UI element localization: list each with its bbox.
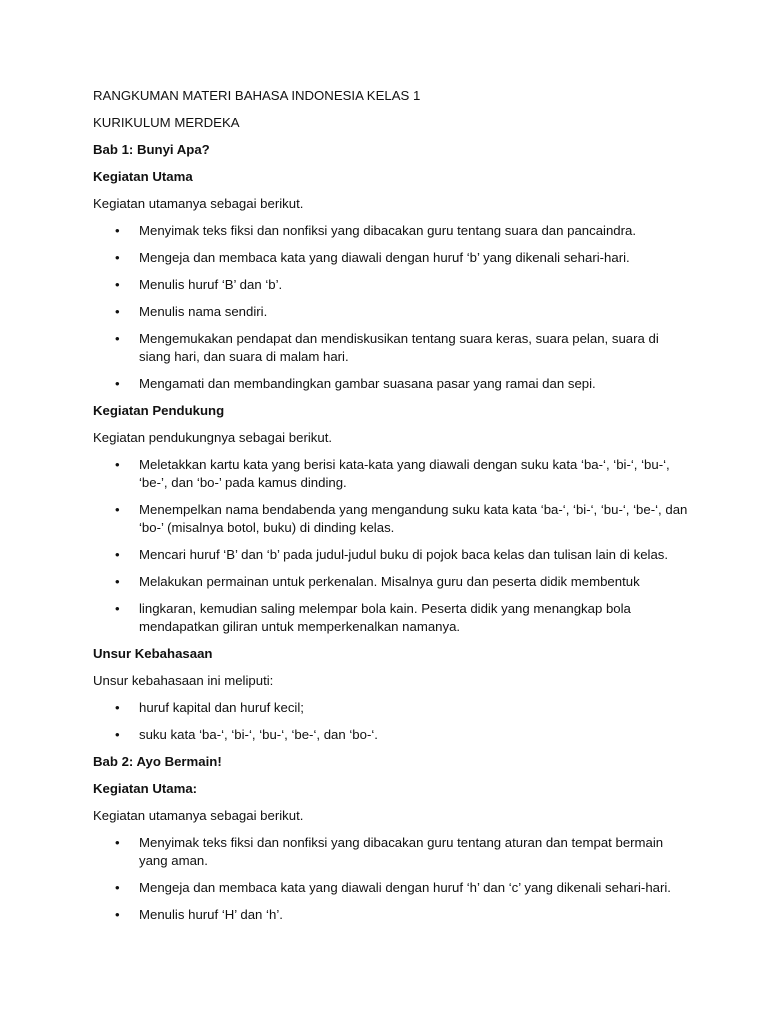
list-item <box>93 699 693 717</box>
bullet-list-unsur-kebahasaan <box>93 699 693 744</box>
section-heading-unsur-kebahasaan: Unsur Kebahasaan <box>93 646 213 661</box>
bullet-icon: • <box>115 304 120 319</box>
bullet-icon: • <box>115 835 120 850</box>
chapter-2-heading: Bab 2: Ayo Bermain! <box>93 754 222 769</box>
bullet-list-kegiatan-utama <box>93 222 693 393</box>
document-body <box>93 87 693 933</box>
list-item <box>93 456 693 492</box>
bullet-icon: • <box>115 907 120 922</box>
list-item-text: Menempelkan nama bendabenda yang mengandung suku kata kata ‘ba-‘, ‘bi-‘, ‘bu-‘, ‘be-‘, dan ‘bo-’ (misalnya botol, buku) di dinding kelas. <box>139 502 688 535</box>
bullet-icon: • <box>115 250 120 265</box>
bullet-icon: • <box>115 547 120 562</box>
bullet-icon: • <box>115 601 120 616</box>
list-item-text: Menulis huruf ‘B’ dan ‘b’. <box>139 277 283 292</box>
section-intro: Kegiatan utamanya sebagai berikut. <box>93 808 304 823</box>
bullet-list-kegiatan-utama-2 <box>93 834 693 924</box>
list-item-text: Mengamati dan membandingkan gambar suasana pasar yang ramai dan sepi. <box>139 376 596 391</box>
list-item-text: Mencari huruf ‘B’ dan ‘b’ pada judul-judul buku di pojok baca kelas dan tulisan lain di kelas. <box>139 547 669 562</box>
list-item <box>93 303 693 321</box>
document-subtitle: KURIKULUM MERDEKA <box>93 115 240 130</box>
list-item-text: huruf kapital dan huruf kecil; <box>139 700 304 715</box>
list-item <box>93 330 693 366</box>
list-item-text: Mengemukakan pendapat dan mendiskusikan tentang suara keras, suara pelan, suara di siang hari, dan suara di malam hari. <box>139 331 659 364</box>
bullet-list-kegiatan-pendukung <box>93 456 693 636</box>
list-item <box>93 879 693 897</box>
bullet-icon: • <box>115 277 120 292</box>
list-item <box>93 600 693 636</box>
section-heading-kegiatan-utama: Kegiatan Utama <box>93 169 193 184</box>
list-item-text: lingkaran, kemudian saling melempar bola kain. Peserta didik yang menangkap bola mendapatkan giliran untuk memperkenalkan namanya. <box>139 601 631 634</box>
list-item-text: Menyimak teks fiksi dan nonfiksi yang dibacakan guru tentang suara dan pancaindra. <box>139 223 637 238</box>
list-item-text: Menulis nama sendiri. <box>139 304 268 319</box>
bullet-icon: • <box>115 457 120 472</box>
list-item <box>93 501 693 537</box>
bullet-icon: • <box>115 223 120 238</box>
section-intro: Unsur kebahasaan ini meliputi: <box>93 673 274 688</box>
list-item <box>93 249 693 267</box>
list-item <box>93 834 693 870</box>
section-intro: Kegiatan pendukungnya sebagai berikut. <box>93 430 333 445</box>
list-item <box>93 222 693 240</box>
list-item-text: Melakukan permainan untuk perkenalan. Misalnya guru dan peserta didik membentuk <box>139 574 640 589</box>
bullet-icon: • <box>115 880 120 895</box>
list-item-text: Menulis huruf ‘H’ dan ‘h’. <box>139 907 283 922</box>
list-item <box>93 546 693 564</box>
list-item-text: suku kata ‘ba-‘, ‘bi-‘, ‘bu-‘, ‘be-‘, dan ‘bo-‘. <box>139 727 378 742</box>
document-title: RANGKUMAN MATERI BAHASA INDONESIA KELAS 1 <box>93 88 421 103</box>
bullet-icon: • <box>115 700 120 715</box>
list-item <box>93 906 693 924</box>
list-item <box>93 573 693 591</box>
list-item-text: Mengeja dan membaca kata yang diawali dengan huruf ‘h’ dan ‘c’ yang dikenali sehari-hari. <box>139 880 671 895</box>
bullet-icon: • <box>115 574 120 589</box>
list-item-text: Mengeja dan membaca kata yang diawali dengan huruf ‘b’ yang dikenali sehari-hari. <box>139 250 630 265</box>
section-heading-kegiatan-utama-2: Kegiatan Utama: <box>93 781 198 796</box>
section-heading-kegiatan-pendukung: Kegiatan Pendukung <box>93 403 225 418</box>
list-item-text: Menyimak teks fiksi dan nonfiksi yang dibacakan guru tentang aturan dan tempat bermain yang aman. <box>139 835 664 868</box>
list-item <box>93 375 693 393</box>
bullet-icon: • <box>115 727 120 742</box>
bullet-icon: • <box>115 331 120 346</box>
section-intro: Kegiatan utamanya sebagai berikut. <box>93 196 304 211</box>
chapter-1-heading: Bab 1: Bunyi Apa? <box>93 142 210 157</box>
bullet-icon: • <box>115 376 120 391</box>
bullet-icon: • <box>115 502 120 517</box>
list-item <box>93 276 693 294</box>
list-item-text: Meletakkan kartu kata yang berisi kata-kata yang diawali dengan suku kata ‘ba-‘, ‘bi-‘, ‘bu-‘, ‘be-’, dan ‘bo-’ pada kamus dinding. <box>139 457 670 490</box>
list-item <box>93 726 693 744</box>
